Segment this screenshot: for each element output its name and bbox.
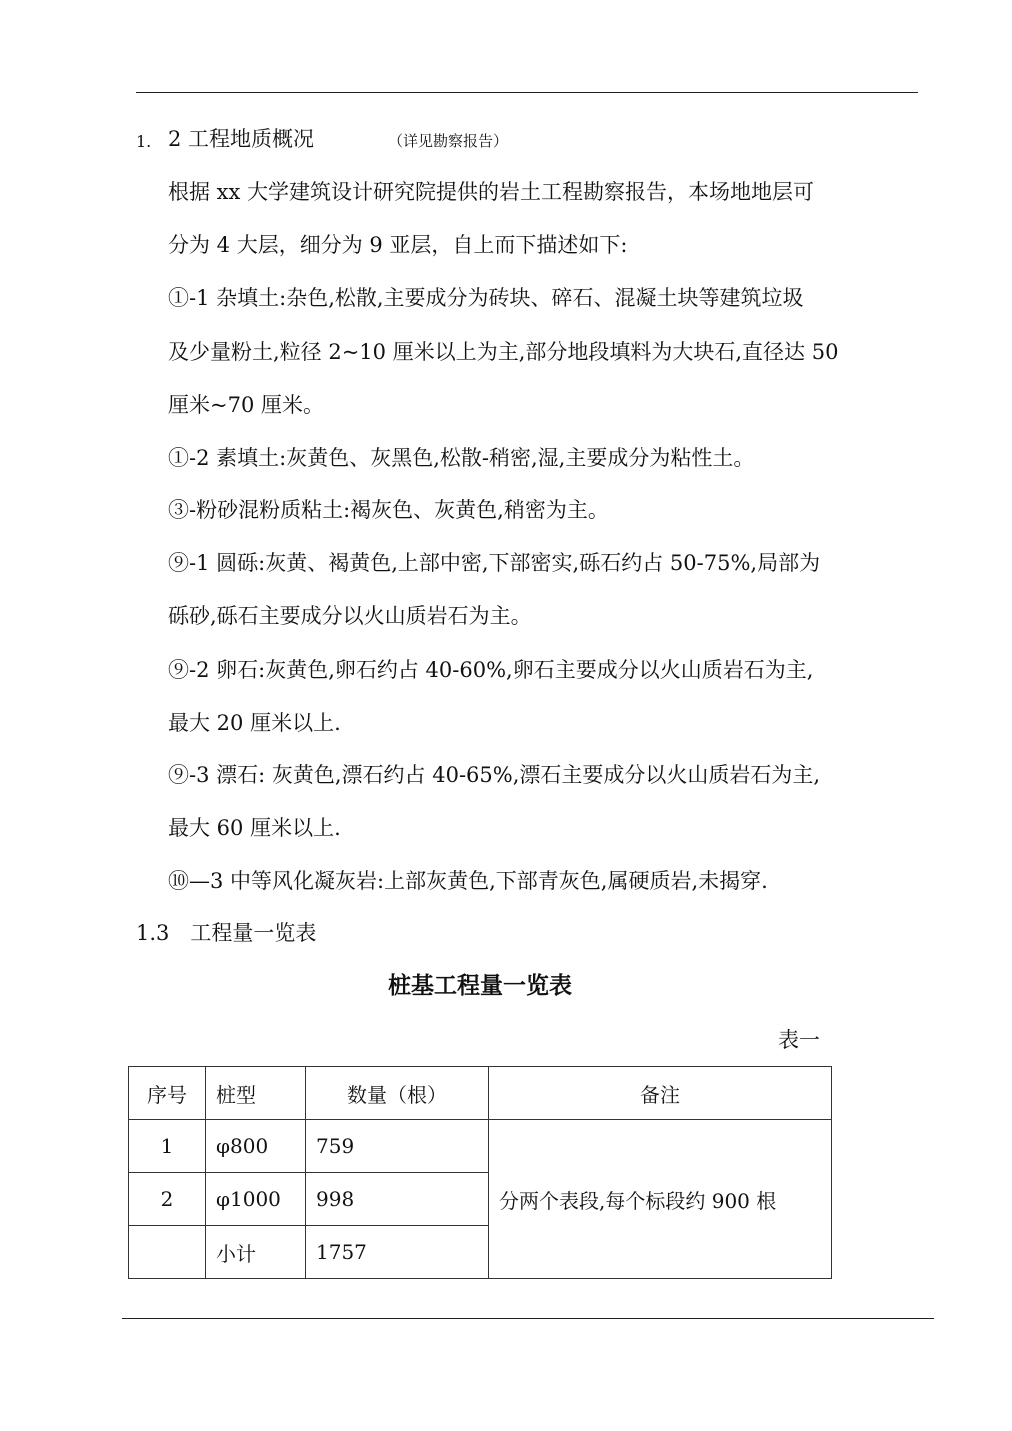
section-note: （详见勘察报告） bbox=[388, 132, 509, 150]
table-cell: 1757 bbox=[306, 1226, 489, 1279]
paragraph-line: 砾砂,砾石主要成分以火山质岩石为主。 bbox=[168, 604, 532, 628]
section-number: 1. bbox=[136, 132, 152, 151]
table-header-row bbox=[129, 1067, 832, 1120]
paragraph-line: 根据 xx 大学建筑设计研究院提供的岩土工程勘察报告，本场地地层可 bbox=[168, 180, 815, 204]
table-row bbox=[129, 1120, 832, 1173]
section-title: 2 工程地质概况 bbox=[168, 127, 315, 151]
table-cell: φ800 bbox=[206, 1120, 306, 1173]
table-cell: 759 bbox=[306, 1120, 489, 1173]
table-label: 表一 bbox=[778, 1028, 820, 1052]
header-cell: 桩型 bbox=[206, 1067, 306, 1120]
table-note-cell: 分两个表段,每个标段约 900 根 bbox=[489, 1120, 832, 1279]
paragraph-line: 厘米~70 厘米。 bbox=[168, 393, 324, 417]
paragraph-line: ⑨-1 圆砾:灰黄、褐黄色,上部中密,下部密实,砾石约占 50-75%,局部为 bbox=[168, 551, 821, 575]
header-cell: 序号 bbox=[129, 1067, 206, 1120]
paragraph-line: 及少量粉土,粒径 2~10 厘米以上为主,部分地段填料为大块石,直径达 50 bbox=[168, 340, 839, 364]
header-cell: 备注 bbox=[489, 1067, 832, 1120]
table-cell: 998 bbox=[306, 1173, 489, 1226]
paragraph-line: ⑩—3 中等风化凝灰岩:上部灰黄色,下部青灰色,属硬质岩,未揭穿. bbox=[168, 869, 768, 893]
table-cell: 小计 bbox=[206, 1226, 306, 1279]
paragraph-line: ①-1 杂填土:杂色,松散,主要成分为砖块、碎石、混凝土块等建筑垃圾 bbox=[168, 286, 804, 310]
paragraph-line: 分为 4 大层，细分为 9 亚层，自上而下描述如下: bbox=[168, 233, 628, 257]
section-heading: 1.3 工程量一览表 bbox=[136, 921, 317, 945]
paragraph-line: ⑨-2 卵石:灰黄色,卵石约占 40-60%,卵石主要成分以火山质岩石为主, bbox=[168, 658, 814, 682]
paragraph-line: 最大 20 厘米以上. bbox=[168, 711, 341, 735]
header-rule bbox=[136, 92, 918, 93]
header-cell: 数量（根） bbox=[306, 1067, 489, 1120]
table-cell bbox=[129, 1226, 206, 1279]
paragraph-line: ①-2 素填土:灰黄色、灰黑色,松散-稍密,湿,主要成分为粘性土。 bbox=[168, 446, 755, 470]
paragraph-line: ⑨-3 漂石: 灰黄色,漂石约占 40-65%,漂石主要成分以火山质岩石为主, bbox=[168, 763, 821, 787]
table-title: 桩基工程量一览表 bbox=[388, 972, 572, 999]
table-cell: 1 bbox=[129, 1120, 206, 1173]
paragraph-line: 最大 60 厘米以上. bbox=[168, 816, 341, 840]
paragraph-line: ③-粉砂混粉质粘土:褐灰色、灰黄色,稍密为主。 bbox=[168, 498, 609, 522]
table-cell: φ1000 bbox=[206, 1173, 306, 1226]
footer-rule bbox=[122, 1318, 934, 1319]
table-cell: 2 bbox=[129, 1173, 206, 1226]
pile-quantity-table bbox=[128, 1066, 832, 1279]
